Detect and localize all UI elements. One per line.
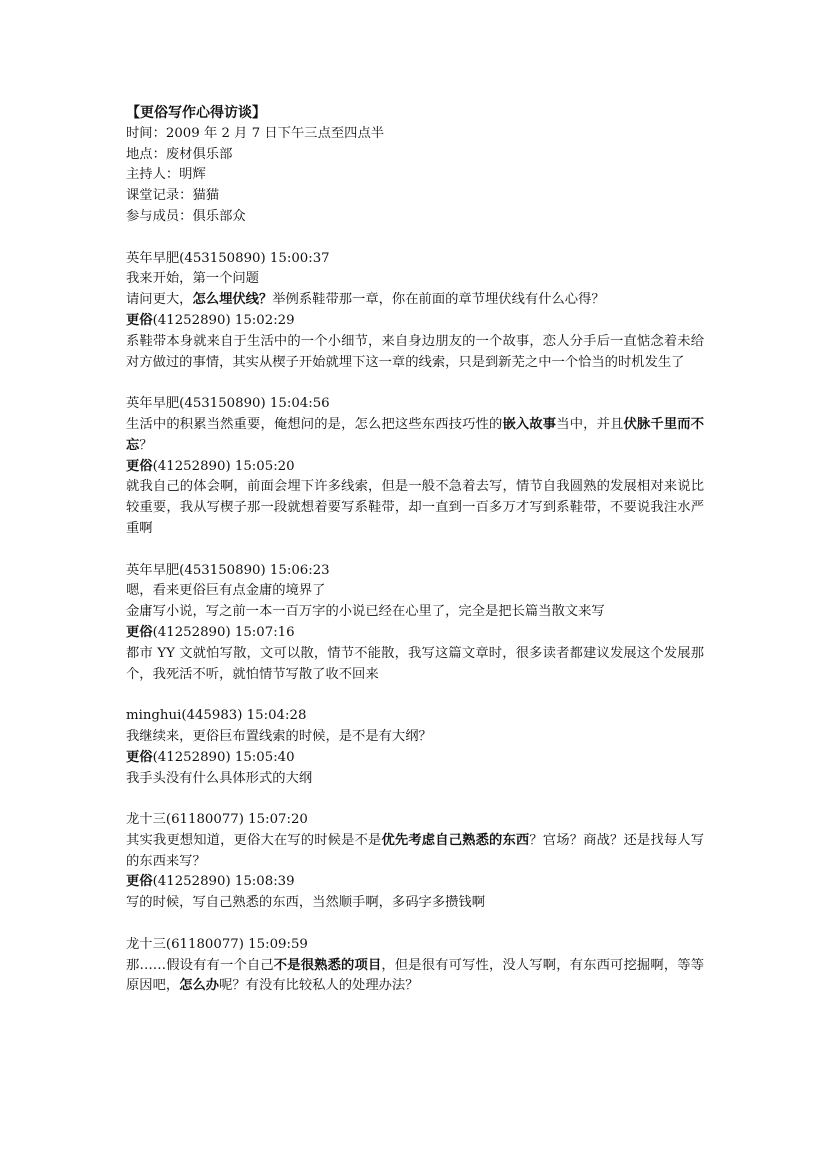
bold-run: 不是很熟悉的项目 [273, 957, 382, 973]
speaker-meta: (41252890) 15:08:39 [152, 874, 295, 890]
message-text: 我来开始，第一个问题 [126, 271, 259, 287]
meta-time: 时间：2009 年 2 月 7 日下午三点至四点半 [126, 125, 385, 141]
text-run: 请问更大， [126, 292, 193, 308]
speaker-meta: (41252890) 15:05:20 [152, 458, 295, 474]
speaker-line: 龙十三(61180077) 15:07:20 [126, 812, 308, 828]
spacer [126, 373, 704, 394]
spacer [126, 914, 704, 935]
speaker-line: 英年早肥(453150890) 15:04:56 [126, 396, 330, 412]
answer-text: 都市 YY 文就怕写散，文可以散，情节不能散，我写这篇文章时，很多读者都建议发展这个发展那个，我死活不听，就怕情节写散了收不回来 [126, 645, 704, 682]
speaker-name: 更俗 [126, 312, 153, 328]
text-run: 呢？有没有比较私人的处理办法？ [219, 978, 419, 994]
text-run: 那……假设有有一个自己 [126, 957, 274, 973]
text-run: ，但是很有可写性，没人写啊，有东西可挖掘啊，等等原因吧， [126, 957, 705, 994]
message-text [126, 290, 704, 311]
message-text: 金庸写小说，写之前一本一百万字的小说已经在心里了，完全是把长篇当散文来写 [126, 604, 605, 620]
answer-text: 就我自己的体会啊，前面会埋下许多线索，但是一般不急着去写，情节自我圆熟的发展相对来说比较重要，我从写楔子那一段就想着要写系鞋带，却一直到一百多万才写到系鞋带，不要说我注水严重啊 [126, 479, 704, 536]
message-text: 嗯，看来更俗巨有点金庸的境界了 [126, 583, 326, 599]
meta-members: 参与成员：俱乐部众 [126, 208, 246, 224]
document-title: 【更俗写作心得访谈】 [126, 105, 266, 121]
speaker-name: 更俗 [126, 749, 153, 765]
bold-run: 怎么办 [179, 978, 220, 994]
bold-run: 优先考虑自己熟悉的东西 [381, 832, 530, 848]
speaker-meta: (41252890) 15:05:40 [152, 749, 295, 765]
spacer [126, 789, 704, 810]
message-text [126, 415, 704, 457]
text-run: 举例系鞋带那一章，你在前面的章节埋伏线有什么心得？ [272, 292, 605, 308]
bold-run: 嵌入故事 [502, 416, 557, 432]
answer-text: 写的时候，写自己熟悉的东西，当然顺手啊，多码字多攒钱啊 [126, 895, 486, 911]
speaker-name: 更俗 [126, 624, 153, 640]
spacer [126, 228, 704, 249]
bold-run: 怎么埋伏线？ [192, 292, 273, 308]
speaker-line: 英年早肥(453150890) 15:00:37 [126, 250, 330, 266]
speaker-line: 龙十三(61180077) 15:09:59 [126, 936, 308, 952]
text-run: 当中，并且 [556, 416, 624, 432]
speaker-meta: (41252890) 15:02:29 [152, 312, 295, 328]
speaker-line: 英年早肥(453150890) 15:06:23 [126, 562, 330, 578]
meta-place: 地点：废材俱乐部 [126, 146, 233, 162]
spacer [126, 540, 704, 561]
speaker-line: minghui(445983) 15:04:28 [126, 708, 307, 724]
meta-recorder: 课堂记录：猫猫 [126, 188, 220, 204]
speaker-line [126, 457, 704, 478]
meta-host: 主持人：明辉 [126, 167, 206, 183]
speaker-meta: (41252890) 15:07:16 [152, 624, 295, 640]
speaker-name: 更俗 [126, 874, 153, 890]
spacer [126, 685, 704, 706]
speaker-line [126, 623, 704, 644]
message-text [126, 831, 704, 873]
message-text [126, 956, 704, 998]
text-run: 其实我更想知道，更俗大在写的时候是不是 [126, 832, 382, 848]
message-text: 我继续来，更俗巨布置线索的时候，是不是有大纲？ [126, 728, 432, 744]
speaker-name: 更俗 [126, 458, 153, 474]
text-run: ？ [139, 437, 153, 453]
answer-text: 我手头没有什么具体形式的大纲 [126, 770, 313, 786]
speaker-line [126, 748, 704, 769]
document-page [126, 103, 704, 997]
speaker-line [126, 872, 704, 893]
text-run: ？官场？商战？还是找每人写的东西来写？ [126, 832, 705, 869]
speaker-line [126, 311, 704, 332]
bold-run: 伏脉千里而不忘 [126, 416, 705, 453]
text-run: 生活中的积累当然重要，俺想问的是，怎么把这些东西技巧性的 [126, 416, 503, 432]
answer-text: 系鞋带本身就来自于生活中的一个小细节，来自身边朋友的一个故事，恋人分手后一直惦念着未给对方做过的事情，其实从楔子开始就埋下这一章的线索，只是到新芜之中一个恰当的时机发生了 [126, 333, 704, 370]
